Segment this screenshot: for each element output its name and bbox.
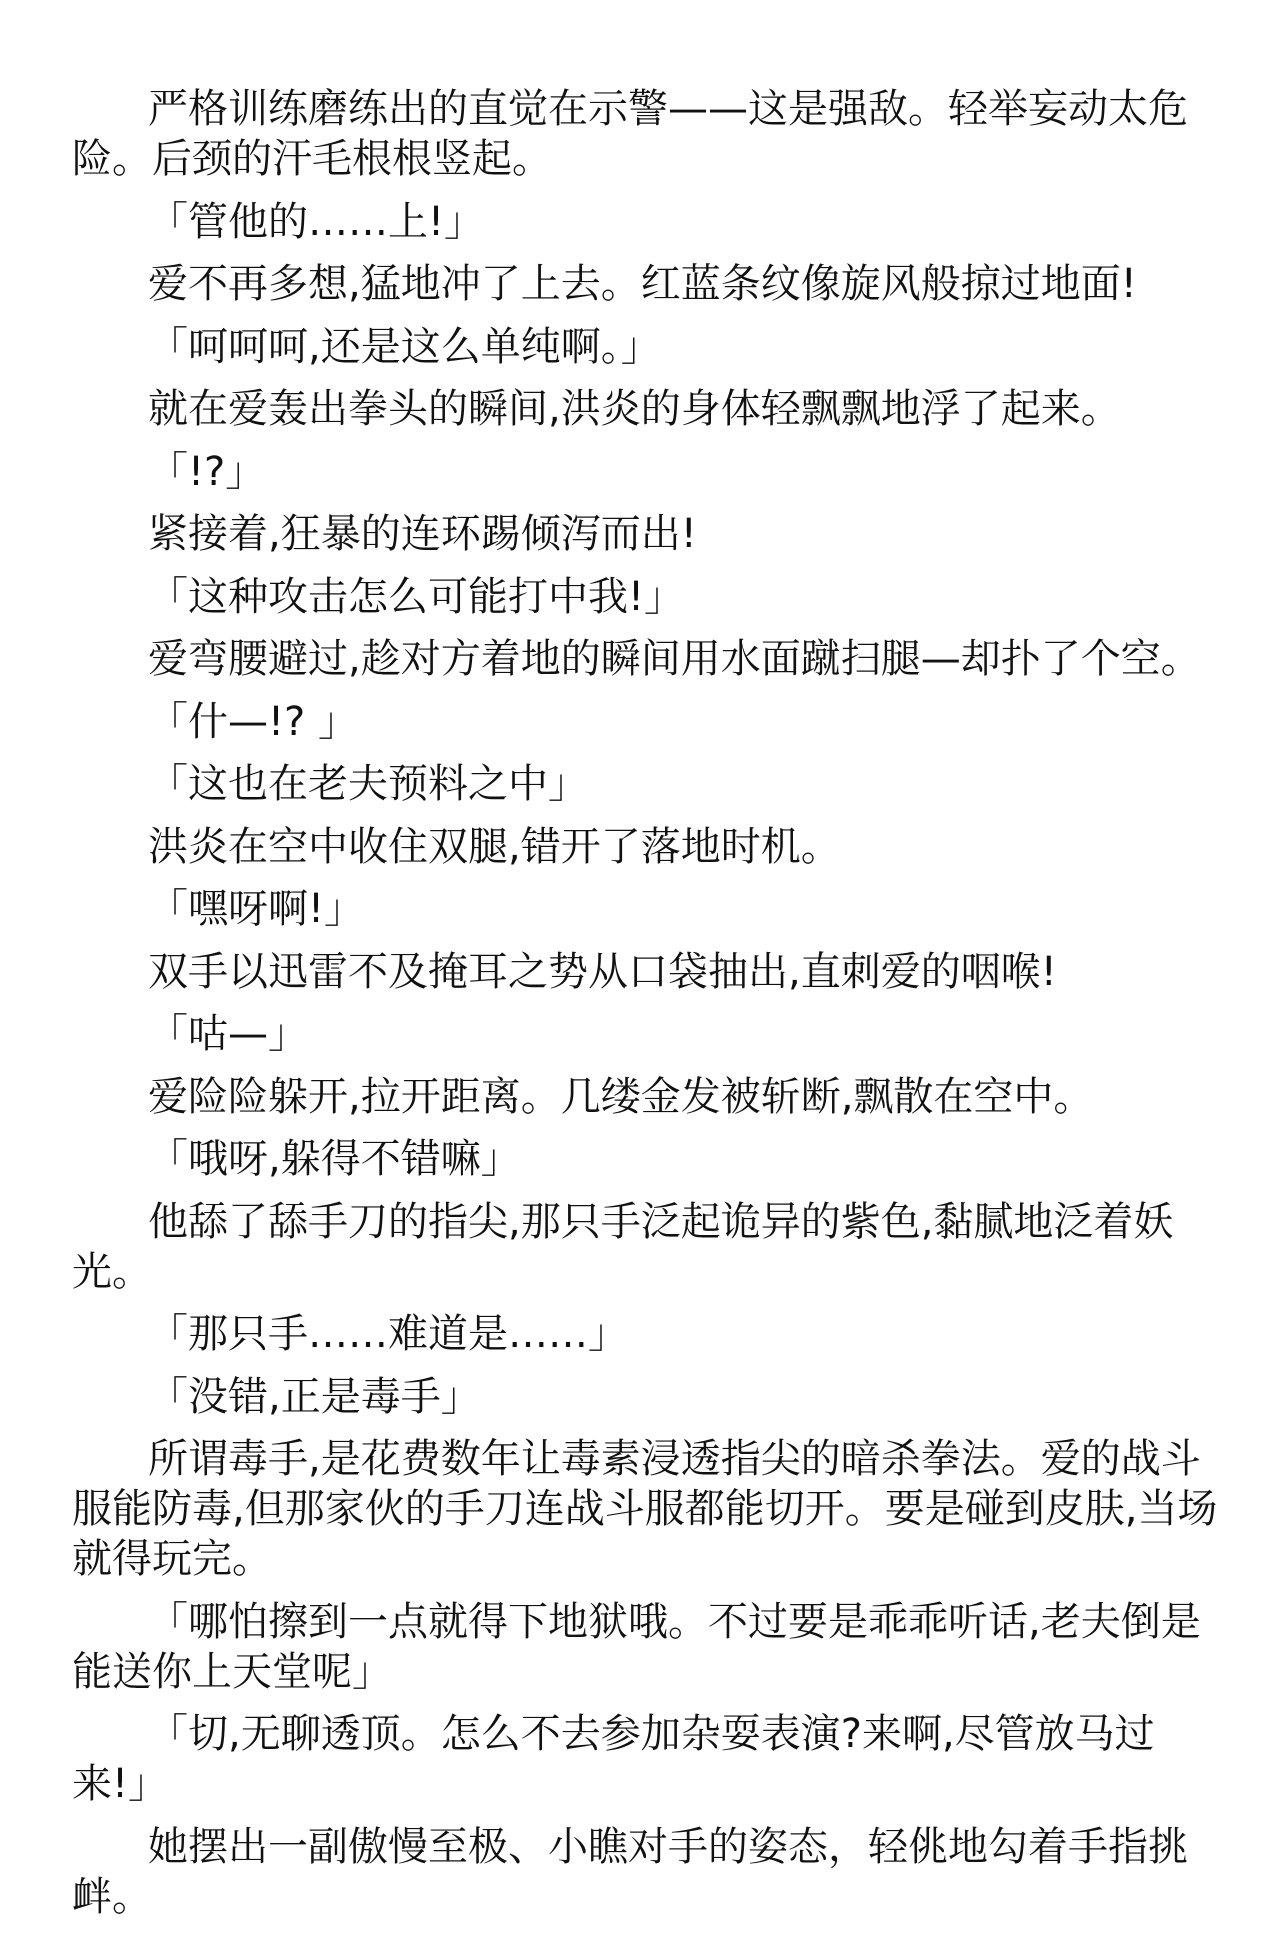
narration-paragraph: 双手以迅雷不及掩耳之势从口袋抽出,直刺爱的咽喉! bbox=[148, 948, 1057, 995]
narration-paragraph: 爱弯腰避过,趁对方着地的瞬间用水面蹴扫腿—却扑了个空。 bbox=[148, 636, 1201, 682]
narration-paragraph: 洪炎在空中收住双腿,错开了落地时机。 bbox=[148, 823, 841, 870]
dialogue-paragraph: 「咕—」 bbox=[148, 1011, 308, 1057]
narration-paragraph: 就在爱轰出拳头的瞬间,洪炎的身体轻飘飘地浮了起来。 bbox=[148, 386, 1121, 432]
dialogue-paragraph: 「管他的……上!」 bbox=[148, 198, 485, 245]
narration-paragraph: 爱险险躲开,拉开距离。几缕金发被斩断,飘散在空中。 bbox=[148, 1073, 1094, 1120]
dialogue-paragraph: 「这也在老夫预料之中」 bbox=[148, 761, 588, 807]
dialogue-paragraph: 「这种攻击怎么可能打中我!」 bbox=[148, 573, 685, 620]
dialogue-paragraph: 「嘿呀啊!」 bbox=[148, 886, 365, 932]
dialogue-paragraph: 「哪怕擦到一点就得下地狱哦。不过要是乖乖听话,老夫倒是能送你上天堂呢」 bbox=[72, 1598, 1201, 1695]
dialogue-paragraph: 「切,无聊透顶。怎么不去参加杂耍表演?来啊,尽管放马过来!」 bbox=[72, 1711, 1155, 1807]
narration-paragraph: 紧接着,狂暴的连环踢倾泻而出! bbox=[148, 511, 697, 557]
dialogue-paragraph: 「呵呵呵,还是这么单纯啊。」 bbox=[148, 323, 661, 370]
dialogue-paragraph: 「那只手……难道是……」 bbox=[148, 1311, 628, 1357]
narration-paragraph: 她摆出一副傲慢至极、小瞧对手的姿态，轻佻地勾着手指挑衅。 bbox=[72, 1823, 1188, 1920]
dialogue-paragraph: 「!?」 bbox=[148, 448, 266, 495]
narration-paragraph: 所谓毒手,是花费数年让毒素浸透指尖的暗杀拳法。爱的战斗服能防毒,但那家伙的手刀连战斗服都能切开。要是碰到皮肤,当场就得玩完。 bbox=[72, 1436, 1218, 1582]
document-body bbox=[72, 84, 1218, 1934]
dialogue-paragraph: 「没错,正是毒手」 bbox=[148, 1373, 481, 1420]
narration-paragraph: 严格训练磨练出的直觉在示警——这是强敌。轻举妄动太危险。后颈的汗毛根根竖起。 bbox=[72, 86, 1188, 182]
dialogue-paragraph: 「什—!? 」 bbox=[148, 698, 358, 745]
dialogue-paragraph: 「哦呀,躲得不错嘛」 bbox=[148, 1136, 521, 1182]
narration-paragraph: 爱不再多想,猛地冲了上去。红蓝条纹像旋风般掠过地面! bbox=[148, 261, 1137, 307]
narration-paragraph: 他舔了舔手刀的指尖,那只手泛起诡异的紫色,黏腻地泛着妖光。 bbox=[72, 1198, 1174, 1295]
